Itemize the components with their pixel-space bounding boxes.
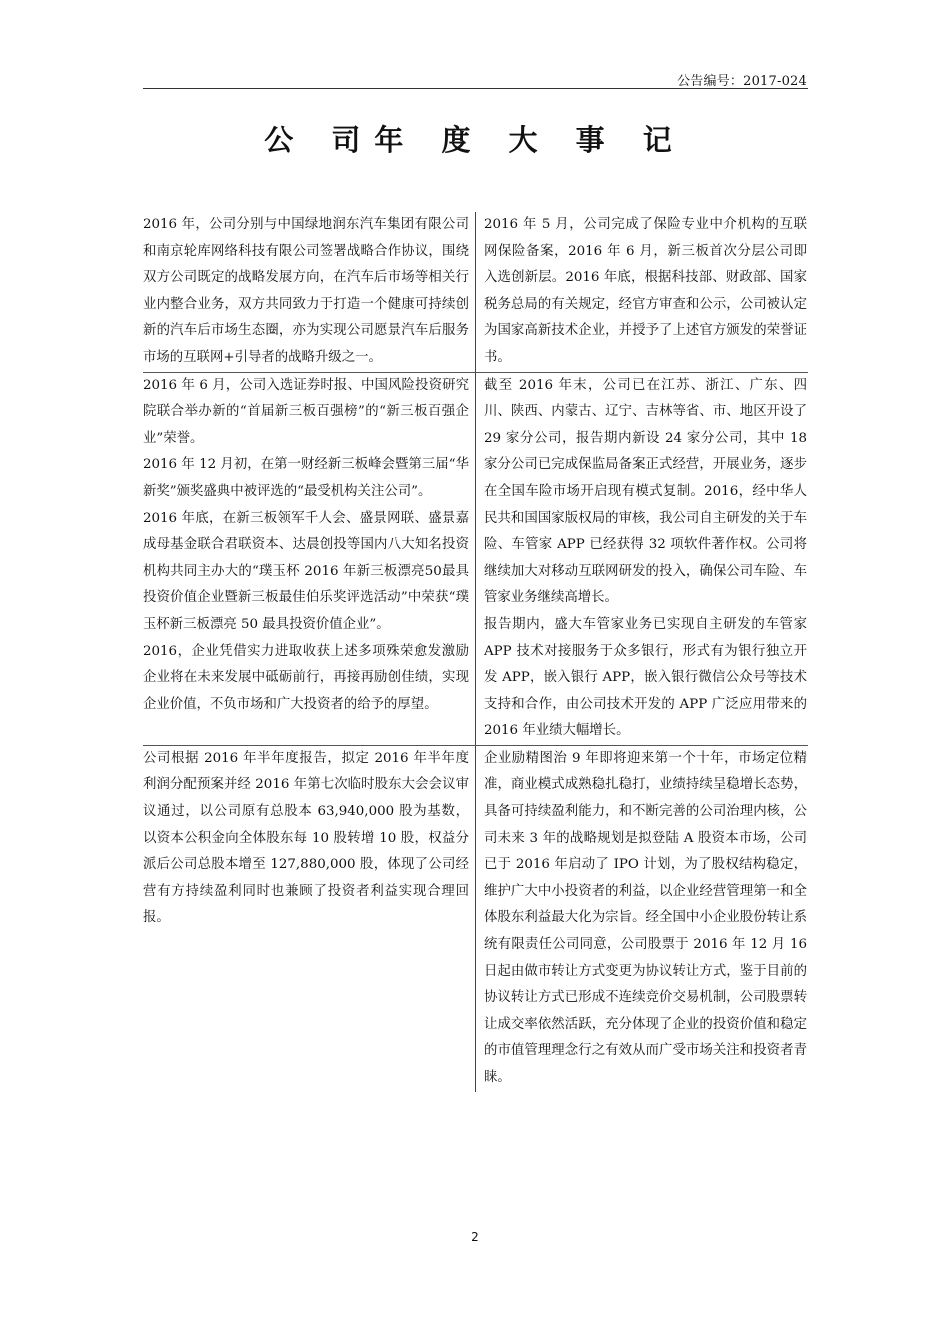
events-table [143, 212, 808, 1092]
table-cell-left [143, 746, 475, 1092]
paragraph: 2016，企业凭借实力进取收获上述多项殊荣愈发激励企业将在未来发展中砥砺前行，再接再励创佳绩，实现企业价值，不负市场和广大投资者的给予的厚望。 [143, 643, 469, 712]
paragraph: 截至 2016 年末，公司已在江苏、浙江、广东、四川、陕西、内蒙古、辽宁、吉林等省、市、地区开设了 29 家分公司，报告期内新设 24 家分公司，其中 18 家分公司已完成保监局备案正式经营，开展业务，逐步在全国车险市场开启现有模式复制。2016，经中华人民共和国国家版权局的审核，我公司自主研发的关于车险、车管家 APP 已经获得 32 项软件著作权。公司将继续加大对移动互联网研发的投入，确保公司车险、车管家业务继续高增长。 [484, 377, 807, 606]
table-cell-left [143, 212, 475, 372]
paragraph: 2016 年 12 月初，在第一财经新三板峰会暨第三届“华新奖”颁奖盛典中被评选的“最受机构关注公司”。 [143, 457, 469, 499]
table-cell-right [475, 373, 807, 745]
paragraph: 2016 年底，在新三板领军千人会、盛景网联、盛景嘉成母基金联合君联资本、达晨创投等国内八大知名投资机构共同主办大的“璞玉杯 2016 年新三板漂亮50最具投资价值企业暨新三板最佳伯乐奖评选活动”中荣获“璞玉杯新三板漂亮 50 最具投资价值企业”。 [143, 510, 469, 632]
table-row [143, 372, 808, 745]
table-cell-right [475, 746, 807, 1092]
paragraph: 2016 年 5 月，公司完成了保险专业中介机构的互联网保险备案，2016 年 6 月，新三板首次分层公司即入选创新层。2016 年底，根据科技部、财政部、国家税务总局的有关规定，经官方审查和公示，公司被认定为国家高新技术企业，并授予了上述官方颁发的荣誉证书。 [484, 217, 807, 365]
page-title: 公 司年 度 大 事 记 [264, 123, 686, 157]
paragraph: 公司根据 2016 年半年度报告，拟定 2016 年半年度利润分配预案并经 2016 年第七次临时股东大会会议审议通过，以公司原有总股本 63,940,000 股为基数，以资本公积金向全体股东每 10 股转增 10 股，权益分派后公司总股本增至 127,880,000 股，体现了公司经营有方持续盈利同时也兼顾了投资者利益实现合理回报。 [143, 750, 469, 926]
table-cell-left [143, 373, 475, 745]
header-divider [143, 88, 808, 89]
paragraph: 2016 年 6 月，公司入选证券时报、中国风险投资研究院联合举办新的“首届新三板百强榜”的“新三板百强企业”荣誉。 [143, 377, 469, 446]
announcement-number: 公告编号：2017-024 [677, 74, 807, 89]
table-row [143, 212, 808, 372]
paragraph: 2016 年，公司分别与中国绿地润东汽车集团有限公司和南京轮库网络科技有限公司签署战略合作协议，围绕双方公司既定的战略发展方向，在汽车后市场等相关行业内整合业务，双方共同致力于打造一个健康可持续创新的汽车后市场生态圈，亦为实现公司愿景汽车后服务市场的互联网+引导者的战略升级之一。 [143, 217, 469, 365]
page-number: 2 [471, 1230, 479, 1244]
table-row [143, 745, 808, 1092]
table-cell-right [475, 212, 807, 372]
paragraph: 报告期内，盛大车管家业务已实现自主研发的车管家 APP 技术对接服务于众多银行，形式有为银行独立开发 APP，嵌入银行 APP，嵌入银行微信公众号等技术支持和合作，由公司技术开发的 APP 广泛应用带来的 2016 年业绩大幅增长。 [484, 616, 807, 739]
paragraph: 企业励精图治 9 年即将迎来第一个十年，市场定位精准，商业模式成熟稳扎稳打，业绩持续呈稳增长态势，具备可持续盈利能力，和不断完善的公司治理内核，公司未来 3 年的战略规划是拟登陆 A 股资本市场，公司已于 2016 年启动了 IPO 计划，为了股权结构稳定，维护广大中小投资者的利益，以企业经营管理第一和全体股东利益最大化为宗旨。经全国中小企业股份转让系统有限责任公司同意，公司股票于 2016 年 12 月 16 日起由做市转让方式变更为协议转让方式，鉴于目前的协议转让方式已形成不连续竞价交易机制，公司股票转让成交率依然活跃，充分体现了企业的投资价值和稳定的市值管理理念行之有效从而广受市场关注和投资者青睐。 [484, 750, 807, 1085]
